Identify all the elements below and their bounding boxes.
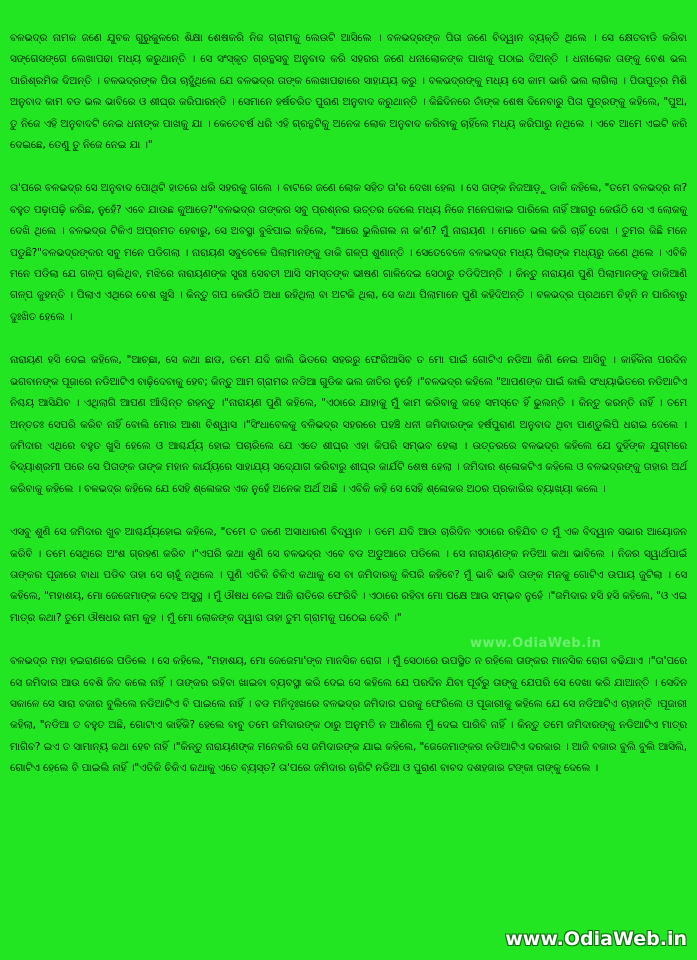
- story-paragraph-3: ନାରାୟଣ ହସି ଦେଇ କହିଲେ, "ଆଚ୍ଛା, ସେ କଥା ଛାଡ, ତମେ ଯଦି କାଲି ଭିତରେ ସହରରୁ ଫେରିଆସିବ ତ ମୋ ପାଇଁ ଗୋଟିଏ ନଡିଆ କିଣି ନେଇ ଆସିବୁ । କାହିଁକିନା ପରଦିନ ଭଗବାନଙ୍କ ପୂଜାରେ ନଡିଆଟିଏ ବାଢ଼ିଦେବାକୁ ହେବ; କିନ୍ତୁ ଆମ ଗ୍ରାମର ନଡିଆ ଗୁଡିକ ଭଲ ଜାତିର ନୁହେଁ ।"ବଳଭଦ୍ର କହିଲେ "ଆପଣଙ୍କ ପାଇଁ କାଲି ସଂଧ୍ୟାଭିତରେ ନଡିଆଟିଏ ନିଶ୍ଚୟ ଆସିଯିବ । ଏଥିଲାଗି ଆପଣ ଆଁଶ୍ଚିନ୍ତ ରହନ୍ତୁ ।"ନାରାୟଣ ପୁଣି କହିଲେ, "ଏଠାରେ ଯାହାକୁ ମୁଁ କାମ କରିବାକୁ କହେ ସମସ୍ତେ ହିଁ ଭୁଲନ୍ତି । କିନ୍ତୁ କରନ୍ତି ନାହିଁ । ତମେ ଅନ୍ତତଃ ସେପରି କରିବ ନାହିଁ ବୋଲି ମୋର ଆଶା ବିଶ୍ୱାସ ।"ସିଂଧାବେଳକୁ ବଳିଭଦ୍ର ସହରରେ ପହଞ୍ଚି ଧନୀ ଜମିଦାରଙ୍କ ହର୍ଷପୁରାଣ ଅନୁବାଦ ଥିବା ପାଣ୍ଡୁଲିପି ଧରାଇ ଦେଲେ । ଜମିଦାର ଏଥିରେ ବହୁତ ଖୁସି ହେଲେ ଓ ଆଶ୍ଚର୍ଯ୍ୟ ହୋଇ ପଚାରିଲେ ଯେ ଏତେ ଶୀଘ୍ର ଏହା କିପରି ସମ୍ଭବ ହେଲା । ଉତ୍ତରରେ ବଳଭଦ୍ର କହିଲେ ଯେ ଦୁହିଁଙ୍କ ଯୁଗ୍ମରେ ବିଦ୍ୟାଶ୍ରମୀ ପରେ ସେ ପିତାଙ୍କ ତାଙ୍କ ମହାନ କାର୍ଯ୍ୟରେ ସାହାଯ୍ୟ ସଦ୍ଯୋଗ କରିବାରୁ ଶୀଘ୍ର କାର୍ଯଟି ଶେଷ ହେଲା । ଜମିଦାର ଶ୍ଳୋକଟିଏ କହିଲେ ଓ ବଳଭଦ୍ରଙ୍କୁ ତାହାର ଅର୍ଥ କରିବାକୁ କହିଲେ । ବଳଭଦ୍ର କହିଲେ ଯେ ସେହି ଶ୍ଳୋକର ଏକ ନୁହେଁ ଅନେକ ଅର୍ଥ ଅଛି । ଏବିକି କହି ସେ ସେହି ଶ୍ଳୋକର ଅଠର ପ୍ରକାରିର ବ୍ୟାଖ୍ୟା କଲେ ।: [10, 354, 687, 495]
- site-brand-logo: www.OdiaWeb.in: [505, 928, 687, 950]
- story-paragraph-2: ତା'ପରେ ବଳଭଦ୍ର ସେ ଅନୁବାଦ ପୋଥିଟି ହାତରେ ଧରି ସହରକୁ ଗଲେ । ବାଟରେ ଜଣେ ଲୋକ ସହିତ ତା'ର ଦେଖା ହେଲା । ସେ ତାଙ୍କ ନିଜଆଡ଼ୁ ଡାକି କହିଲେ, "ତମେ ବଳଭଦ୍ର ନା? ବହୁତ ପଢ଼ାପଢ଼ି କରିଛ, ନୁହେଁ? ଏବେ ଯାଉଛ କୁଆଡେ?"ବଳଭଦ୍ର ତାଙ୍କର ସବୁ ପ୍ରଶ୍ନର ଉତ୍ତର ଦେଲେ ମଧ୍ୟ ନିଜେ ମନେପକାଇ ପାରିଲେ ନାହିଁ ଆଗରୁ କେଉଁଠି ସେ ଏ ଲୋକକୁ ଦେଖି ଥିଲେ । ବଳଭଦ୍ର ଟିକିଏ ଅପ୍ରମତ ହେବାରୁ, ସେ ଅବସ୍ଥା ବୁଝିପାଇ କହିଲେ, "ଆରେ ଭୁଲିଗଲ ନା କ'ଣ? ମୁଁ ନାରାୟଣ । ମୋତେ ଭଲ କରି ଚାହିଁ ଦେଖ । ତୁମର କିଛି ମନେ ପଡୁଛି?"ବଳଭଦ୍ରଙ୍କର ସବୁ ମନେ ପଡିଗଲା । ନାରାୟଣ ସବୁବେଳେ ପିଲାମାନଙ୍କୁ ଡାକି ଗଳ୍ପ ଶୁଣାନ୍ତି । ସେତେବେଳେ ବଳଭଦ୍ର ମଧ୍ୟ ପିଲାଙ୍କ ମଧ୍ୟରୁ ଜଣେ ଥିଲେ । ଏବିକି ମନେ ପଡିଲା ଯେ ଗଳ୍ପ ଚାଲିଥିବ, ମଝିରେ ନାରାୟଣଙ୍କ ସ୍ତ୍ରୀ ସେବତୀ ଆସି ସମସ୍ତଙ୍କ ଭୀଷଣ ଗାଳିଦେଇ ସେଠାରୁ ତଡିଦିଅନ୍ତି । କିନ୍ତୁ ନାରାୟଣ ପୁଣି ପିଲାମାନଙ୍କୁ ଡାକିଆଣି ଗଳ୍ପ କୁହନ୍ତି । ପିଲାଏ ଏଥିରେ ବେଶ ଖୁସି । କିନ୍ତୁ ଗପ କେଉଁଠି ଅଧା ରହିଥିଲା ବା ଅଟକି ଥିଲା, ସେ କଥା ପିଲାମାନେ ପୁଣି କହିଦିଅନ୍ତି । ବଳଭଦ୍ର ପ୍ରଥମେ ଚିହ୍ନି ନ ପାରିବାରୁ ଦୁଃଖିତ ହେଲେ ।: [10, 182, 687, 323]
- story-paragraph-1: ବଳଭଦ୍ର ନାମକ ଜଣେ ଯୁବକ ଗୁରୁକୁଳରେ ଶିକ୍ଷା ଶେଷକରି ନିଜ ଗ୍ରାମକୁ ଲେଉଟି ଆସିଲେ । ବଳଭଦ୍ରଙ୍କ ପିତା ଜଣେ ବିଦ୍ୱାନ ବ୍ୟକ୍ତି ଥିଲେ । ସେ କ୍ଷେତବାଡି କରିବା ସଙ୍ଗେସଙ୍ଗେ ଲେଖାପଢା ମଧ୍ୟ କରୁଥାନ୍ତି । ସେ ସଂସ୍କୃତ ଗ୍ରନ୍ଥସବୁ ଅନୁବାଦ କରି ସହରର ଜଣେ ଧନୀଲୋକଙ୍କ ପାଖକୁ ପଠାଇ ଦିଅନ୍ତି । ଧନୀଲୋକ ତାଙ୍କୁ ବେଶ ଭଲ ପାରିଶ୍ରମିକ ଦିଅନ୍ତି । ବଳଭଦ୍ରଙ୍କ ପିତା ଚାହୁଁଥିଲେ ଯେ ବଳଭଦ୍ର ତାଙ୍କ ଲେଖାପଢାରେ ସାହାଯ୍ୟ କରୁ । ବଳଭଦ୍ରଙ୍କୁ ମଧ୍ୟ ସେ କାମ ଭାରି ଭଲ ଲାଗିଲା । ପିତାପୁତ୍ର ମିଶି ଅନୁବାଦ କାମ ବଡ ଭଲ ଭାବିରେ ଓ ଶୀଘ୍ର କରିପାରନ୍ତି । ସେମାନେ ହର୍ଷଚରିତ ପୁରାଣ ଅନୁବାଦ କରୁଥାନ୍ତି । କିଛିଦିନରେ ତାଁଙ୍କ ଶେଷ ଦିନେବାରୁ ପିତା ପୁତ୍ରଙ୍କୁ କହିଲେ, "ପୁଅ, ତୁ ନିଜେ ଏହି ଅନୁବାଦଟି ନେଇ ଧନୀଙ୍କ ପାଖକୁ ଯା । କେତେବର୍ଷ ଧରି ଏହି ଗ୍ରନ୍ଥଟିକୁ ଅନେକ ଲୋକ ଅନୁବାଦ କରିବାକୁ ଚାହିଁଲେ ମଧ୍ୟ କରିପାରୁ ନଥିଲେ । ଏବେ ଆମେ ଏଇଟି କରି ଦେଇଛେ, ତେଣୁ ତୁ ନିଜେ ନେଇ ଯା ।": [10, 32, 687, 152]
- watermark-text: www.OdiaWeb.in: [470, 636, 602, 651]
- story-paragraph-5: ବଳଭଦ୍ର ମହା ହଇରାଣରେ ପଡିଲେ । ସେ କହିଲେ, "ମହାଶୟ, ମୋ ଜେଜେମା'ଙ୍କ ମାନସିକ ରୋଗ । ମୁଁ ସେଠାରେ ଉପସ୍ଥିତ ନ ରହିଲେ ତାଙ୍କର ମାନସିକ ରୋଗ ବଢିଯାଏ ।"ତା'ପରେ ସେ ଜମିଦାର ଆଉ ବେଶି ଜିଦ କଲେ ନାହିଁ । ତାଙ୍କର ରହିବା ଖାଇବା ବ୍ୟବସ୍ଥା କରି ଦେଇ ସେ କହିଲେ ଯେ ପରଦିନ ଯିବା ପୂର୍ବରୁ ତାଙ୍କୁ ଯେପରି ସେ ଦେଖା କରି ଯାଆନ୍ତି । ସେଦିନ ସକାଳେ ସେ ସାରା ବଜାର ବୁଲିଲେ ନଡିଆଟିଏ ବି ପାଇଲେ ନାହିଁ । ବଡ ମନିଦୃଃଖରେ ବଳଭଦ୍ର ଜମିଦାର ଘରକୁ ଫେରିଲେ ଓ ପୂଜାରୀକୁ କହିଲେ ଯେ ସେ ନଡିଆଟିଏ ଚାହାନ୍ତି ।ପୂଜାରୀ କହିଲା, "ନଡିଆ ତ ବହୁତ ଅଛି, ଗୋଟାଏ କାହିଁକି? ହେଲେ ବାବୁ ତମେ ଜମିଦାରଙ୍କ ଠାରୁ ଅନୁମତି ନ ଆଣିଲେ ମୁଁ ଦେଇ ପାରିବି ନାହିଁ । କିନ୍ତୁ ତମେ ଜମିଦାରଙ୍କୁ ନଡିଆଟିଏ ମାତ୍ର ମାଗିବ? ଇଏ ତ ସାମାନ୍ୟ କଥା ହେବ ନାହିଁ ।"କିନ୍ତୁ ନାରାୟଣଙ୍କ ମନେକରି ସେ ଜମିଦାରଙ୍କ ଯାଇ କହିଲେ, "ଜେଜେମାଙ୍କର ନଡିଆଟିଏ ଦରକାର । ଆଜି ବଜାର ବୁଲି ବୁଲି ଆସିଲି, ଗୋଟିଏ ହେଲେ ବି ପାଇଲି ନାହିଁ ।"ଏତିକି ଚିକିଏ କଥାକୁ ଏତେ ବ୍ୟସ୍ତ? ତା'ପରେ ଜମିଦାର ଚାରିଟି ନଡିଆ ଓ ପୁରାଣ ବାବଦ ଦଶହଜାର ଟଙ୍କା ତାଙ୍କୁ ଦେଲେ ।: [10, 655, 687, 775]
- story-paragraph-4: ଏସବୁ ଶୁଣି ସେ ଜମିଦାର ଖୁବ ଆଶ୍ଚର୍ଯ୍ୟହୋଇ କହିଲେ, "ତମେ ତ ଜଣେ ଅସାଧାରଣ ବିଦ୍ୱାନ । ତମେ ଯଦି ଆଉ ଚାରିଦିନ ଏଠାରେ ରହିଯିବ ତ ମୁଁ ଏକ ବିଦ୍ୱାନ ସଭାର ଆୟୋଜନ କରିବି । ତମେ ସେଥିରେ ଅଂଶ ଗ୍ରହଣ କରିବ ।"ଏପରି କଥା ଶୁଣି ସେ ବଳଭଦ୍ର ଏବେ ବଡ ଅଡୁଆରେ ପଡିଲେ । ସେ ନାରାୟଣଙ୍କ ନଡିଆ କଥା ଭାବିଲେ । ନିଜର ସ୍ୱାର୍ଥପାଇଁ ତାଙ୍କର ପୂଜାରେ ବାଧା ପଡିବ ତାହା ସେ ଚାହୁଁ ନଥିଲେ । ପୁଣି ଏତିକି ଚିକିଏ କଥାକୁ ସେ ବା ଜମିଦାରକୁ କିପରି କହିବେ? ମୁଁ ଭାବି ଭାବି ତାଙ୍କ ମନକୁ ଗୋଟିଏ ଉପାୟ ଜୁଟିଲା । ସେ କହିଲେ, "ମହାଶୟ, ମୋ ଜେଜେମାଙ୍କ ଦେହ ଅସୁସ୍ଥ । ମୁଁ ଔଷଧ ନେଇ ଆଜି ରାତିରେ ଫେରିବି । ଏଠାରେ ରହିବା ମୋ ପକ୍ଷେ ଆଉ ସମ୍ଭବ ନୁହେଁ ।"ଜମିଦାର ହସି ହସି କହିଲେ, "ଓ ଏଇ ମାତ୍ର କଥା? ତୁମେ ଔଷଧର ନାମ କୁହ । ମୁଁ ମୋ ଲୋକଙ୍କ ଦ୍ୱାରା ତାହା ତୁମ ଗ୍ରାମକୁ ପଠେଇ ଦେବି ।": [10, 526, 687, 624]
